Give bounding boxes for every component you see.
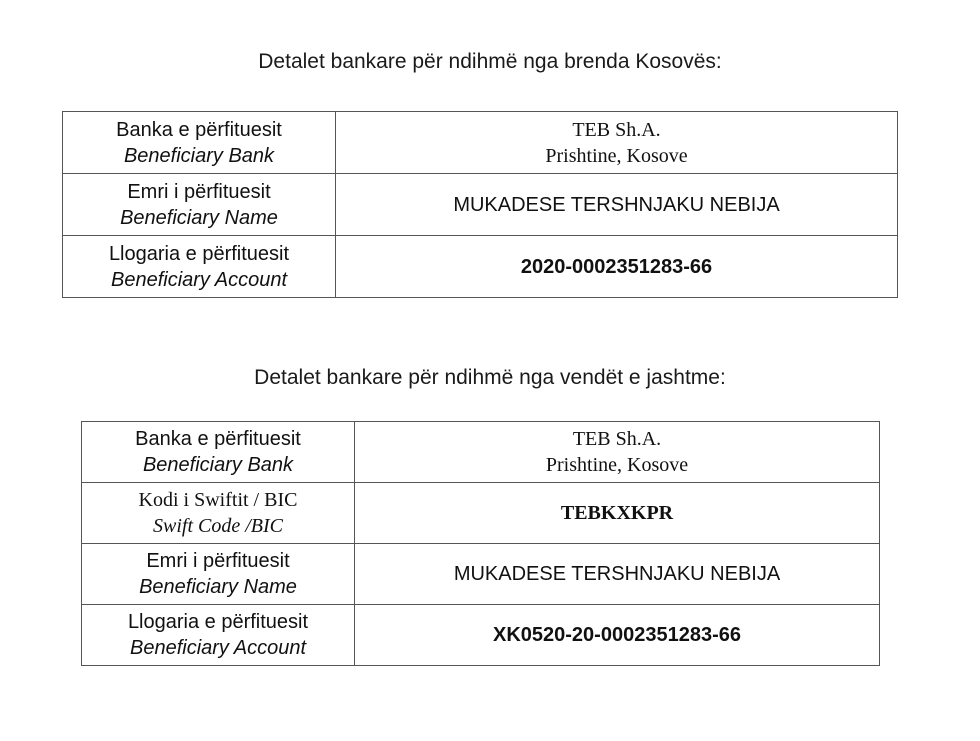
label-sq: Llogaria e përfituesit <box>127 611 309 633</box>
label-en: Beneficiary Account <box>129 637 306 659</box>
beneficiary-name: MUKADESE TERSHNJAKU NEBIJA <box>355 544 880 605</box>
foreign-bank-table <box>81 421 880 666</box>
beneficiary-account: 2020-0002351283-66 <box>336 236 898 298</box>
table-row <box>82 422 880 483</box>
label-sq: Emri i përfituesit <box>127 180 271 203</box>
value-cell <box>355 422 880 483</box>
label-sq: Llogaria e përfituesit <box>108 242 290 265</box>
label-sq: Emri i përfituesit <box>146 550 290 572</box>
domestic-bank-table <box>62 111 898 298</box>
table-row <box>82 605 880 666</box>
table-row <box>63 236 898 298</box>
label-cell <box>63 112 336 174</box>
foreign-heading: Detalet bankare për ndihmë nga vendët e jashtme: <box>254 366 726 389</box>
label-cell <box>82 483 355 544</box>
label-en: Beneficiary Account <box>110 268 287 291</box>
value-cell <box>336 112 898 174</box>
beneficiary-account: XK0520-20-0002351283-66 <box>355 605 880 666</box>
table-row <box>63 174 898 236</box>
label-en: Beneficiary Name <box>139 576 297 598</box>
label-cell <box>82 422 355 483</box>
label-cell <box>82 605 355 666</box>
domestic-heading: Detalet bankare për ndihmë nga brenda Kosovës: <box>258 50 722 73</box>
label-en: Beneficiary Bank <box>142 454 294 476</box>
table-row <box>82 544 880 605</box>
table-row <box>82 483 880 544</box>
beneficiary-name: MUKADESE TERSHNJAKU NEBIJA <box>336 174 898 236</box>
bank-location: Prishtine, Kosove <box>545 454 689 476</box>
bank-name: TEB Sh.A. <box>572 118 661 141</box>
bank-name: TEB Sh.A. <box>572 428 662 450</box>
label-cell <box>63 174 336 236</box>
label-sq: Banka e përfituesit <box>135 428 301 450</box>
bank-location: Prishtine, Kosove <box>545 144 688 167</box>
label-sq: Kodi i Swiftit / BIC <box>138 489 298 511</box>
swift-code: TEBKXKPR <box>355 483 880 544</box>
label-en: Beneficiary Bank <box>123 144 275 167</box>
label-sq: Banka e përfituesit <box>116 118 282 141</box>
label-cell <box>63 236 336 298</box>
label-en: Swift Code /BIC <box>153 515 283 537</box>
label-en: Beneficiary Name <box>120 206 278 229</box>
label-cell <box>82 544 355 605</box>
table-row <box>63 112 898 174</box>
